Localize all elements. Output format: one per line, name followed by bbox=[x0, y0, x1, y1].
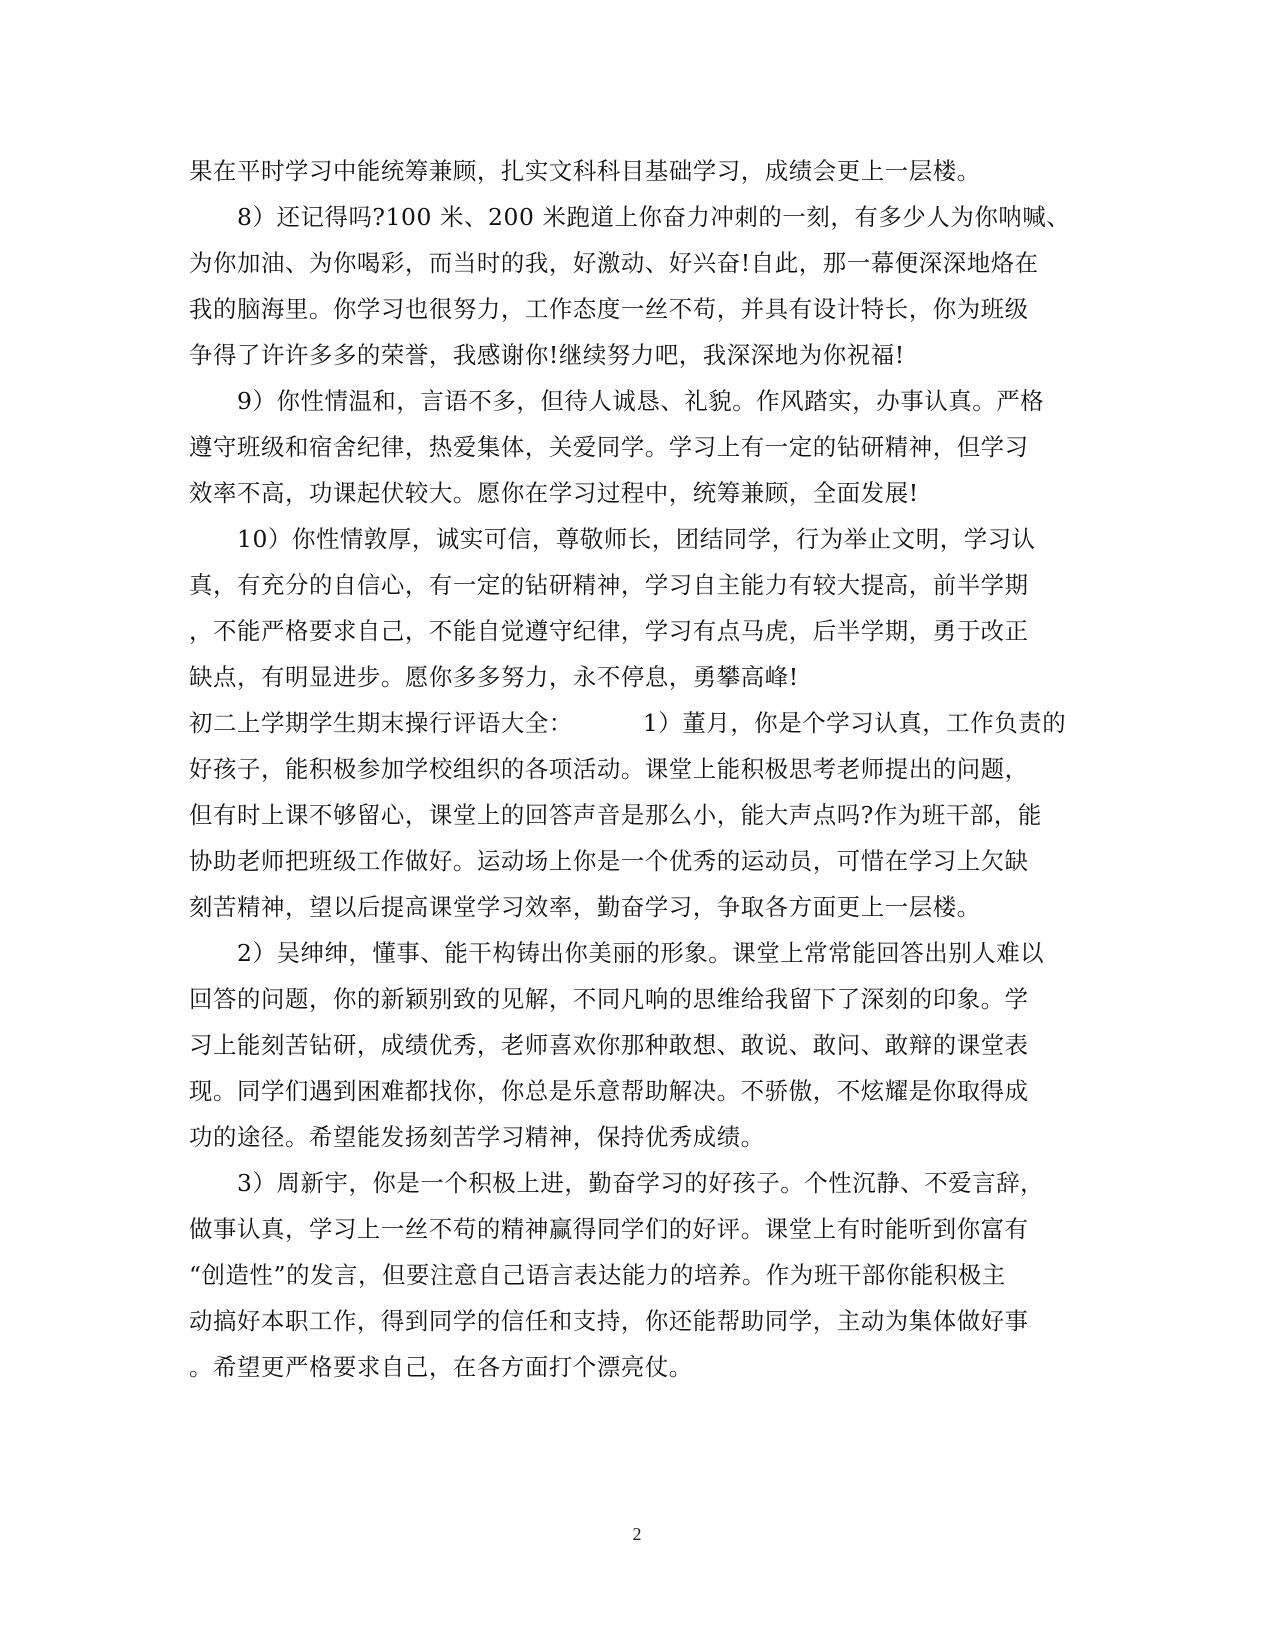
text-line: 9）你性情温和，言语不多，但待人诚恳、礼貌。作风踏实，办事认真。严格 bbox=[237, 387, 1045, 415]
section-heading: 初二上学期学生期末操行评语大全： bbox=[189, 709, 573, 737]
text-line: 功的途径。希望能发扬刻苦学习精神，保持优秀成绩。 bbox=[189, 1123, 765, 1151]
text-line: 果在平时学习中能统筹兼顾，扎实文科科目基础学习，成绩会更上一层楼。 bbox=[189, 157, 981, 185]
text-line: 。希望更严格要求自己，在各方面打个漂亮仗。 bbox=[189, 1353, 693, 1381]
page-number: 2 bbox=[632, 1524, 642, 1544]
text-line: 动搞好本职工作，得到同学的信任和支持，你还能帮助同学，主动为集体做好事 bbox=[189, 1307, 1029, 1335]
text-line: 10）你性情敦厚，诚实可信，尊敬师长，团结同学，行为举止文明，学习认 bbox=[237, 525, 1036, 553]
text-line: 缺点，有明显进步。愿你多多努力，永不停息，勇攀高峰! bbox=[189, 663, 799, 691]
text-line: 我的脑海里。你学习也很努力，工作态度一丝不苟，并具有设计特长，你为班级 bbox=[189, 295, 1029, 323]
text-line: 现。同学们遇到困难都找你，你总是乐意帮助解决。不骄傲，不炫耀是你取得成 bbox=[189, 1077, 1029, 1105]
text-line: 真，有充分的自信心，有一定的钻研精神，学习自主能力有较大提高，前半学期 bbox=[189, 571, 1029, 599]
text-line: 2）吴绅绅，懂事、能干构铸出你美丽的形象。课堂上常常能回答出别人难以 bbox=[237, 939, 1045, 967]
text-line: 回答的问题，你的新颖别致的见解，不同凡响的思维给我留下了深刻的印象。学 bbox=[189, 985, 1029, 1013]
text-line: 好孩子，能积极参加学校组织的各项活动。课堂上能积极思考老师提出的问题， bbox=[189, 755, 1029, 783]
text-line: 但有时上课不够留心，课堂上的回答声音是那么小，能大声点吗?作为班干部，能 bbox=[189, 801, 1042, 829]
text-line: 争得了许许多多的荣誉，我感谢你!继续努力吧，我深深地为你祝福! bbox=[189, 341, 905, 369]
text-segment: 1）董月，你是个学习认真，工作负责的 bbox=[642, 709, 1067, 737]
text-line: “创造性”的发言，但要注意自己语言表达能力的培养。作为班干部你能积极主 bbox=[189, 1261, 1006, 1289]
text-line: ，不能严格要求自己，不能自觉遵守纪律，学习有点马虎，后半学期，勇于改正 bbox=[189, 617, 1029, 645]
section-heading-line bbox=[189, 708, 1079, 738]
text-line: 为你加油、为你喝彩，而当时的我，好激动、好兴奋!自此，那一幕便深深地烙在 bbox=[189, 249, 1039, 277]
text-line: 效率不高，功课起伏较大。愿你在学习过程中，统筹兼顾，全面发展! bbox=[189, 479, 919, 507]
text-line: 3）周新宇，你是一个积极上进，勤奋学习的好孩子。个性沉静、不爱言辞， bbox=[237, 1169, 1045, 1197]
text-line: 8）还记得吗?100 米、200 米跑道上你奋力冲刺的一刻，有多少人为你呐喊、 bbox=[237, 203, 1071, 231]
text-line: 协助老师把班级工作做好。运动场上你是一个优秀的运动员，可惜在学习上欠缺 bbox=[189, 847, 1029, 875]
text-line: 遵守班级和宿舍纪律，热爱集体，关爱同学。学习上有一定的钻研精神，但学习 bbox=[189, 433, 1029, 461]
text-line: 刻苦精神，望以后提高课堂学习效率，勤奋学习，争取各方面更上一层楼。 bbox=[189, 893, 981, 921]
text-line: 习上能刻苦钻研，成绩优秀，老师喜欢你那种敢想、敢说、敢问、敢辩的课堂表 bbox=[189, 1031, 1029, 1059]
text-line: 做事认真，学习上一丝不苟的精神赢得同学们的好评。课堂上有时能听到你富有 bbox=[189, 1215, 1029, 1243]
